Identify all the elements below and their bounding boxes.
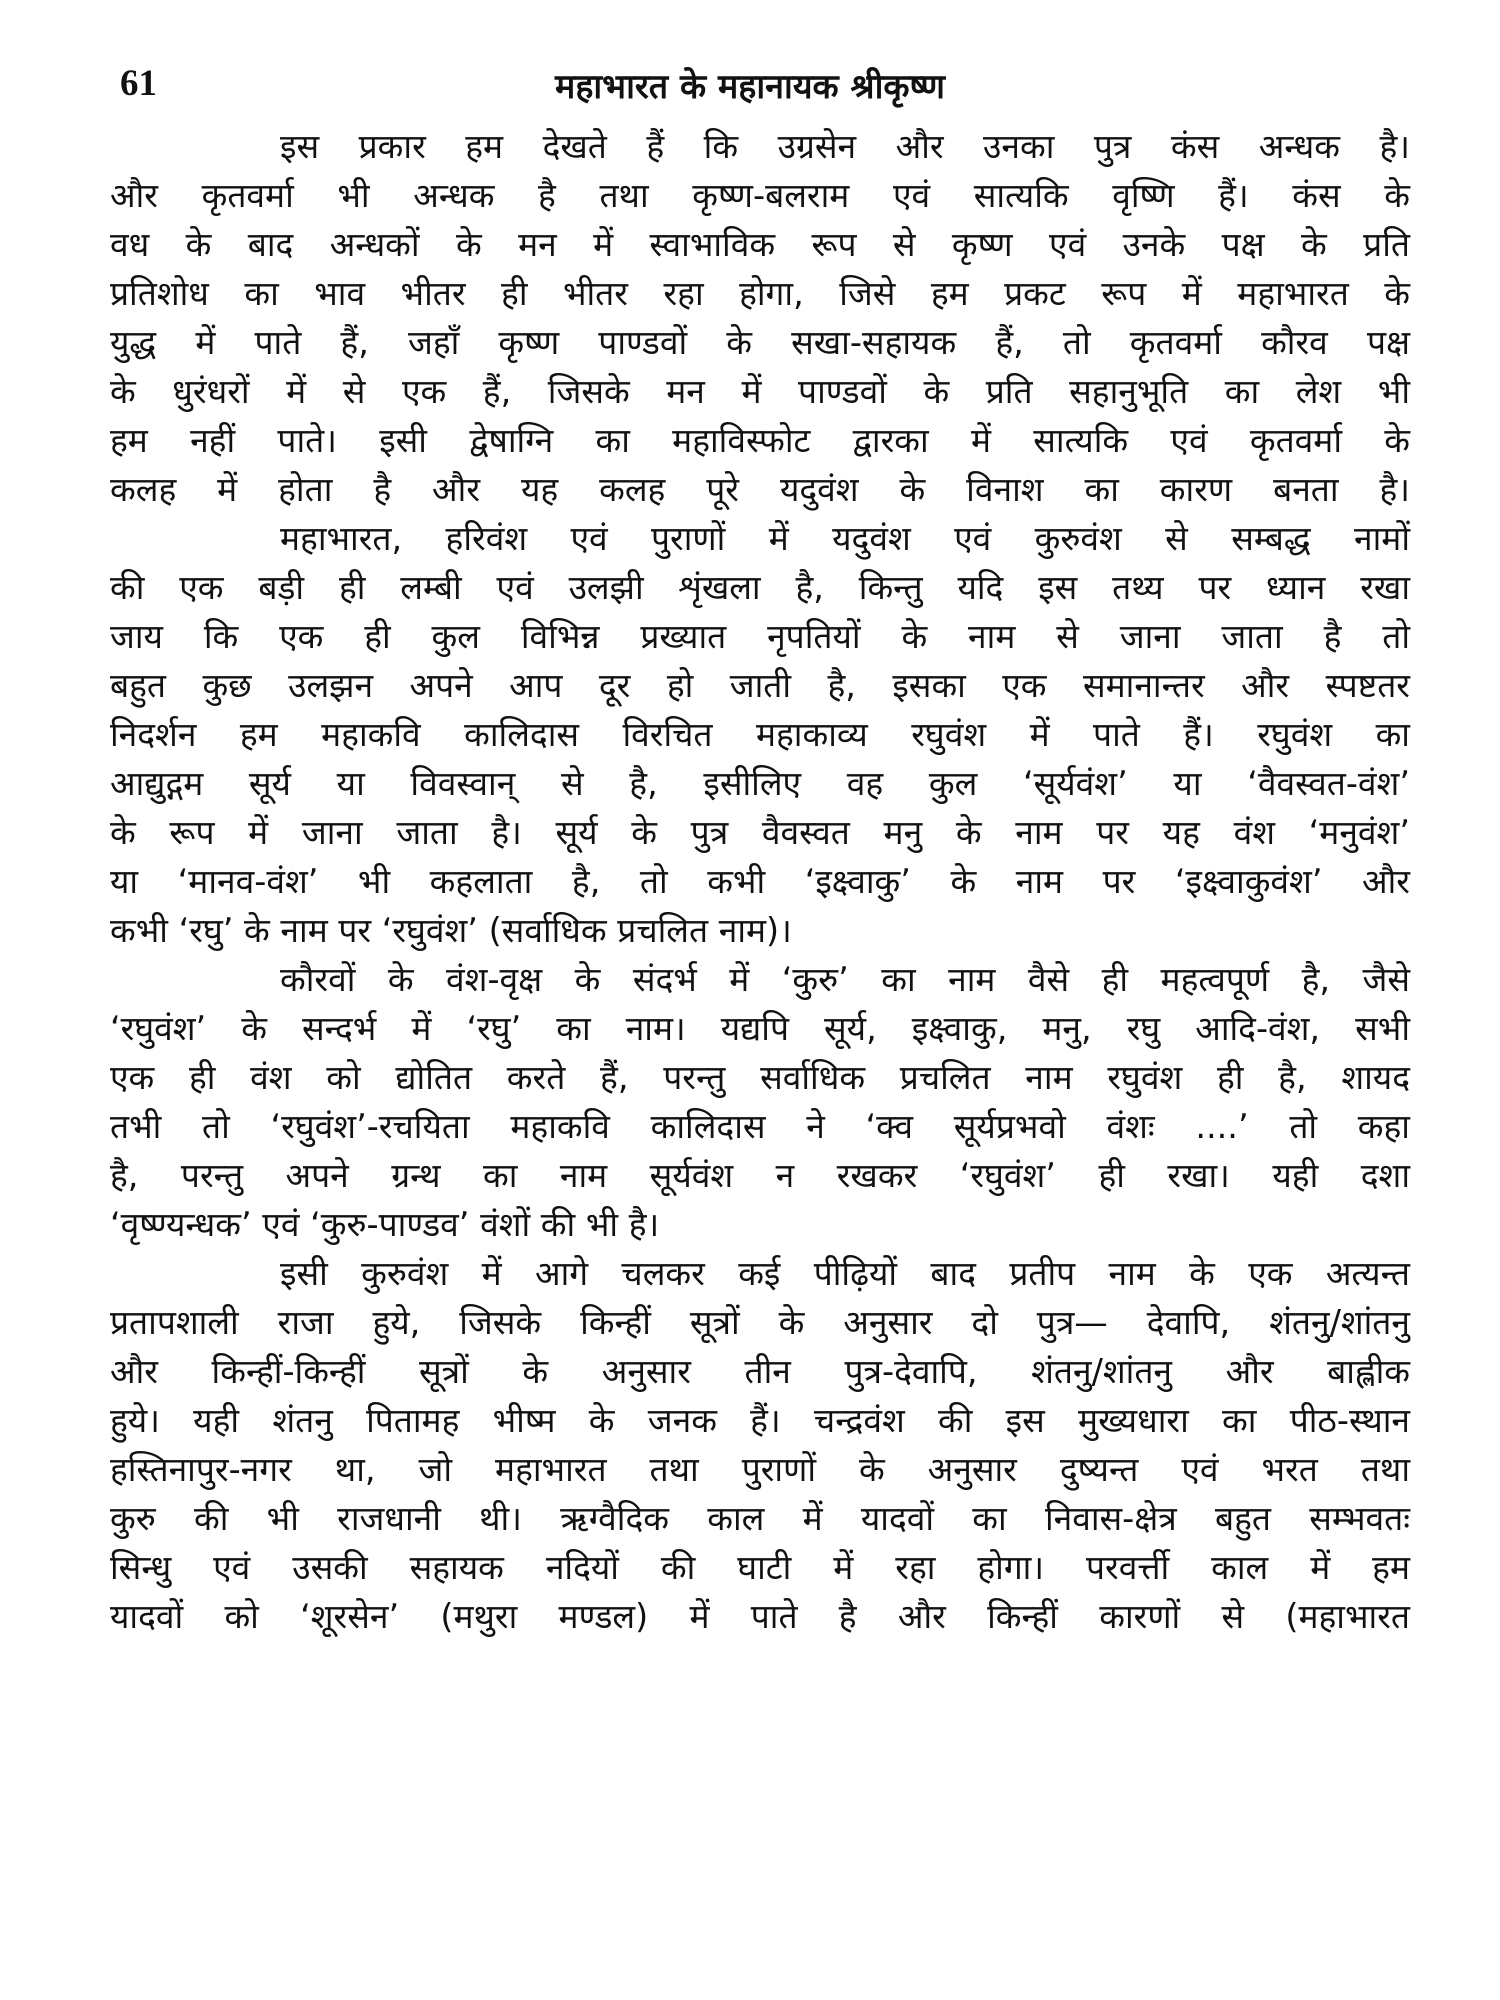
paragraph-line: कभी ‘रघु’ के नाम पर ‘रघुवंश’ (सर्वाधिक प्रचलित नाम)। xyxy=(110,911,792,950)
paragraph-line: हुये। यही शंतनु पितामह भीष्म के जनक हैं। चन्द्रवंश की इस मुख्यधारा का पीठ-स्थान xyxy=(110,1401,1410,1440)
paragraph-line: हम नहीं पाते। इसी द्वेषाग्नि का महाविस्फोट द्वारका में सात्यकि एवं कृतवर्मा के xyxy=(110,421,1410,460)
paragraph-line: वध के बाद अन्धकों के मन में स्वाभाविक रूप से कृष्ण एवं उनके पक्ष के प्रति xyxy=(110,225,1410,264)
paragraph-line: कौरवों के वंश-वृक्ष के संदर्भ में ‘कुरु’ का नाम वैसे ही महत्वपूर्ण है, जैसे xyxy=(280,960,1410,999)
paragraph-line: यादवों को ‘शूरसेन’ (मथुरा मण्डल) में पाते है और किन्हीं कारणों से (महाभारत xyxy=(110,1597,1410,1636)
paragraph-line: या ‘मानव-वंश’ भी कहलाता है, तो कभी ‘इक्ष्वाकु’ के नाम पर ‘इक्ष्वाकुवंश’ और xyxy=(110,862,1410,901)
paragraph-line: ‘वृष्ण्यन्धक’ एवं ‘कुरु-पाण्डव’ वंशों की भी है। xyxy=(110,1205,660,1244)
paragraph-line: इस प्रकार हम देखते हैं कि उग्रसेन और उनका पुत्र कंस अन्धक है। xyxy=(280,127,1410,166)
paragraph-line: के धुरंधरों में से एक हैं, जिसके मन में पाण्डवों के प्रति सहानुभूति का लेश भी xyxy=(110,372,1410,411)
paragraph-line: के रूप में जाना जाता है। सूर्य के पुत्र वैवस्वत मनु के नाम पर यह वंश ‘मनुवंश’ xyxy=(110,813,1410,852)
page-header xyxy=(120,62,1380,114)
paragraph-line: एक ही वंश को द्योतित करते हैं, परन्तु सर्वाधिक प्रचलित नाम रघुवंश ही है, शायद xyxy=(110,1058,1410,1097)
paragraph-line: है, परन्तु अपने ग्रन्थ का नाम सूर्यवंश न रखकर ‘रघुवंश’ ही रखा। यही दशा xyxy=(110,1156,1410,1195)
paragraph-line: तभी तो ‘रघुवंश’-रचयिता महाकवि कालिदास ने ‘क्व सूर्यप्रभवो वंशः ....’ तो कहा xyxy=(110,1107,1410,1146)
paragraph-line: प्रतापशाली राजा हुये, जिसके किन्हीं सूत्रों के अनुसार दो पुत्र— देवापि, शंतनु/शांतनु xyxy=(110,1303,1410,1342)
paragraph-line: महाभारत, हरिवंश एवं पुराणों में यदुवंश एवं कुरुवंश से सम्बद्ध नामों xyxy=(280,519,1410,558)
page-body xyxy=(110,122,1410,1641)
paragraph-line: की एक बड़ी ही लम्बी एवं उलझी शृंखला है, किन्तु यदि इस तथ्य पर ध्यान रखा xyxy=(110,568,1410,607)
paragraph-line: और किन्हीं-किन्हीं सूत्रों के अनुसार तीन पुत्र-देवापि, शंतनु/शांतनु और बाह्लीक xyxy=(110,1352,1410,1391)
paragraph-line: हस्तिनापुर-नगर था, जो महाभारत तथा पुराणों के अनुसार दुष्यन्त एवं भरत तथा xyxy=(110,1450,1410,1489)
paragraph-line: और कृतवर्मा भी अन्धक है तथा कृष्ण-बलराम एवं सात्यकि वृष्णि हैं। कंस के xyxy=(110,176,1410,215)
paragraph-line: प्रतिशोध का भाव भीतर ही भीतर रहा होगा, जिसे हम प्रकट रूप में महाभारत के xyxy=(110,274,1410,313)
paragraph-line: कलह में होता है और यह कलह पूरे यदुवंश के विनाश का कारण बनता है। xyxy=(110,470,1410,509)
paragraph-line: युद्ध में पाते हैं, जहाँ कृष्ण पाण्डवों के सखा-सहायक हैं, तो कृतवर्मा कौरव पक्ष xyxy=(110,323,1410,362)
paragraph-line: कुरु की भी राजधानी थी। ऋग्वैदिक काल में यादवों का निवास-क्षेत्र बहुत सम्भवतः xyxy=(110,1499,1410,1538)
paragraph-line: आद्युद्गम सूर्य या विवस्वान् से है, इसीलिए वह कुल ‘सूर्यवंश’ या ‘वैवस्वत-वंश’ xyxy=(110,764,1410,803)
page-number: 61 xyxy=(120,63,157,104)
paragraph-line: निदर्शन हम महाकवि कालिदास विरचित महाकाव्य रघुवंश में पाते हैं। रघुवंश का xyxy=(110,715,1410,754)
paragraph-line: जाय कि एक ही कुल विभिन्न प्रख्यात नृपतियों के नाम से जाना जाता है तो xyxy=(110,617,1410,656)
paragraph-line: बहुत कुछ उलझन अपने आप दूर हो जाती है, इसका एक समानान्तर और स्पष्टतर xyxy=(110,666,1410,705)
paragraph-line: ‘रघुवंश’ के सन्दर्भ में ‘रघु’ का नाम। यद्यपि सूर्य, इक्ष्वाकु, मनु, रघु आदि-वंश, सभी xyxy=(110,1009,1410,1048)
running-title: महाभारत के महानायक श्रीकृष्ण xyxy=(554,67,946,107)
paragraph-line: सिन्धु एवं उसकी सहायक नदियों की घाटी में रहा होगा। परवर्त्ती काल में हम xyxy=(110,1548,1410,1587)
paragraph-line: इसी कुरुवंश में आगे चलकर कई पीढ़ियों बाद प्रतीप नाम के एक अत्यन्त xyxy=(280,1254,1410,1293)
